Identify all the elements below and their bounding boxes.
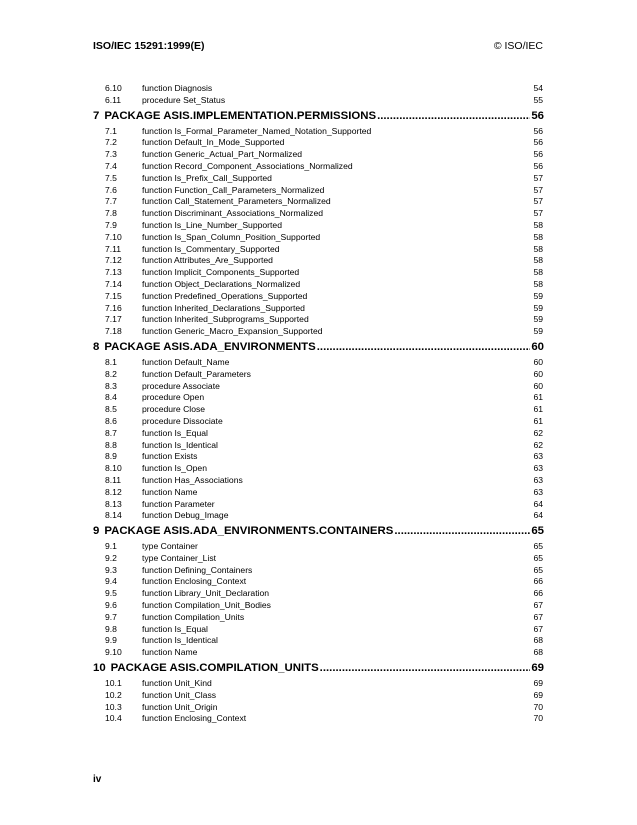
toc-entry[interactable] xyxy=(93,416,544,428)
toc-entry-number: 8.8 xyxy=(105,439,117,450)
toc-entry-title: function Has_Associations xyxy=(142,474,243,485)
toc-entry-page: 58 xyxy=(533,278,543,289)
toc-entry[interactable] xyxy=(93,463,544,475)
toc-entry-number: 7.7 xyxy=(105,196,117,207)
toc-entry-number: 9.3 xyxy=(105,564,117,575)
toc-section-title: PACKAGE ASIS.IMPLEMENTATION.PERMISSIONS xyxy=(104,109,377,122)
toc-entry[interactable] xyxy=(93,95,544,107)
toc-entry[interactable] xyxy=(93,624,544,636)
toc-entry-title: function Diagnosis xyxy=(142,83,213,93)
toc-entry-page: 56 xyxy=(533,125,543,136)
toc-entry[interactable] xyxy=(93,600,544,612)
toc-entry-page: 58 xyxy=(533,219,543,230)
toc-entry-page: 58 xyxy=(533,267,543,278)
toc-entry[interactable] xyxy=(93,83,544,95)
toc-entry-title: function Compilation_Unit_Bodies xyxy=(142,600,271,611)
toc-entry-number: 7.15 xyxy=(105,290,122,301)
header-copyright: © ISO/IEC xyxy=(493,40,543,52)
toc-entry-number: 8.6 xyxy=(105,415,117,426)
toc-entry[interactable] xyxy=(93,357,544,369)
toc-entry-page: 60 xyxy=(533,368,543,379)
toc-entry-title: procedure Open xyxy=(142,392,205,403)
toc-entry-title: function Unit_Class xyxy=(142,689,217,700)
toc-leader-dots xyxy=(320,659,531,678)
toc-entry-page: 58 xyxy=(533,243,543,254)
toc-entry-title: function Compilation_Units xyxy=(142,611,245,622)
toc-entry[interactable] xyxy=(93,553,544,565)
toc-entry[interactable] xyxy=(93,702,544,714)
toc-entry-page: 70 xyxy=(533,713,543,724)
toc-entry-title: function Inherited_Subprograms_Supported xyxy=(142,314,309,325)
toc-entry[interactable] xyxy=(93,161,544,173)
toc-entry-number: 9.2 xyxy=(105,552,117,563)
toc-entry-number: 7.1 xyxy=(105,125,117,136)
toc-entry-title: type Container_List xyxy=(142,552,217,563)
toc-entry[interactable] xyxy=(93,440,544,452)
toc-entry-number: 7.12 xyxy=(105,255,122,266)
toc-entry-title: function Library_Unit_Declaration xyxy=(142,588,270,599)
toc-entry[interactable] xyxy=(93,196,544,208)
toc-section-page: 60 xyxy=(531,340,544,353)
toc-entry-title: type Container xyxy=(142,541,198,552)
toc-entry-page: 55 xyxy=(533,94,543,105)
toc-entry-page: 67 xyxy=(533,600,543,611)
toc-entry-title: function Name xyxy=(142,486,198,497)
toc-entry-page: 60 xyxy=(533,356,543,367)
toc-entry[interactable] xyxy=(93,588,544,600)
toc-entry[interactable] xyxy=(93,303,544,315)
toc-entry-page: 64 xyxy=(533,510,543,521)
toc-entry-number: 7.14 xyxy=(105,278,122,289)
toc-entry-title: function Predefined_Operations_Supported xyxy=(142,290,308,301)
toc-entry-title: function Generic_Macro_Expansion_Supported xyxy=(142,326,323,337)
toc-entry-page: 54 xyxy=(533,83,543,93)
toc-entry-page: 57 xyxy=(533,184,543,195)
toc-entry-page: 59 xyxy=(533,302,543,313)
toc-entry-number: 10.2 xyxy=(105,689,122,700)
toc-entry-page: 69 xyxy=(533,678,543,689)
toc-entry-title: function Call_Statement_Parameters_Normalized xyxy=(142,196,331,207)
toc-entry-title: procedure Dissociate xyxy=(142,415,223,426)
toc-entry-page: 70 xyxy=(533,701,543,712)
toc-entry-number: 7.2 xyxy=(105,137,117,148)
toc-entry-title: function Debug_Image xyxy=(142,510,229,521)
toc-entry-number: 7.17 xyxy=(105,314,122,325)
toc-entry-number: 8.12 xyxy=(105,486,122,497)
toc-entry-page: 66 xyxy=(533,588,543,599)
toc-entry-page: 59 xyxy=(533,290,543,301)
toc-entry-page: 65 xyxy=(533,564,543,575)
toc-entry-number: 7.18 xyxy=(105,326,122,337)
toc-entry-page: 57 xyxy=(533,196,543,207)
toc-section-heading[interactable] xyxy=(93,659,544,678)
toc-entry-number: 8.1 xyxy=(105,356,117,367)
toc-entry-title: function Unit_Kind xyxy=(142,678,212,689)
toc-entry[interactable] xyxy=(93,244,544,256)
toc-entry[interactable] xyxy=(93,635,544,647)
toc-entry-title: procedure Associate xyxy=(142,380,220,391)
toc-entry-number: 8.3 xyxy=(105,380,117,391)
toc-entry-number: 9.9 xyxy=(105,635,117,646)
toc-entry-number: 10.1 xyxy=(105,678,122,689)
toc-entry[interactable] xyxy=(93,428,544,440)
toc-section-heading[interactable] xyxy=(93,107,544,126)
toc-entry-title: function Is_Open xyxy=(142,463,207,474)
toc-entry-number: 8.11 xyxy=(105,474,122,485)
toc-entry-page: 58 xyxy=(533,231,543,242)
toc-section-number: 7 xyxy=(93,109,100,122)
toc-entry[interactable] xyxy=(93,713,544,725)
toc-entry-title: function Is_Formal_Parameter_Named_Notation_Supported xyxy=(142,125,372,136)
toc-entry-number: 8.4 xyxy=(105,392,117,403)
toc-entry-number: 8.5 xyxy=(105,404,117,415)
toc-entry-number: 7.3 xyxy=(105,149,117,160)
toc-section-title: PACKAGE ASIS.COMPILATION_UNITS xyxy=(110,662,319,675)
toc-entry-number: 9.10 xyxy=(105,647,122,658)
toc-entry[interactable] xyxy=(93,149,544,161)
toc-entry-number: 7.9 xyxy=(105,219,117,230)
toc-entry-number: 7.13 xyxy=(105,267,122,278)
toc-entry-title: function Default_In_Mode_Supported xyxy=(142,137,285,148)
toc-entry-title: function Attributes_Are_Supported xyxy=(142,255,273,266)
toc-entry-page: 65 xyxy=(533,552,543,563)
toc-entry-title: function Parameter xyxy=(142,498,215,509)
toc-entry-page: 67 xyxy=(533,611,543,622)
toc-entry-page: 69 xyxy=(533,689,543,700)
toc-entry-number: 10.3 xyxy=(105,701,122,712)
header-standard-id: ISO/IEC 15291:1999(E) xyxy=(93,40,205,52)
table-of-contents xyxy=(93,83,544,725)
toc-section-page: 56 xyxy=(531,109,544,122)
toc-entry-page: 63 xyxy=(533,451,543,462)
toc-entry[interactable] xyxy=(93,326,544,338)
toc-entry[interactable] xyxy=(93,291,544,303)
toc-entry[interactable] xyxy=(93,510,544,522)
toc-entry-title: function Function_Call_Parameters_Normalized xyxy=(142,184,325,195)
toc-entry-page: 63 xyxy=(533,474,543,485)
toc-entry-number: 10.4 xyxy=(105,713,122,724)
toc-section-number: 10 xyxy=(93,662,106,675)
toc-entry[interactable] xyxy=(93,647,544,659)
toc-entry[interactable] xyxy=(93,612,544,624)
toc-section-number: 8 xyxy=(93,340,100,353)
toc-entry-page: 59 xyxy=(533,326,543,337)
toc-entry-title: procedure Set_Status xyxy=(142,94,226,105)
toc-entry[interactable] xyxy=(93,208,544,220)
toc-entry[interactable] xyxy=(93,279,544,291)
toc-entry-number: 6.11 xyxy=(105,94,122,105)
toc-entry-page: 57 xyxy=(533,208,543,219)
toc-section-page: 65 xyxy=(531,525,544,538)
toc-section-page: 69 xyxy=(531,662,544,675)
toc-entry-number: 8.10 xyxy=(105,463,122,474)
toc-entry-title: function Default_Name xyxy=(142,356,230,367)
toc-entry-page: 68 xyxy=(533,635,543,646)
toc-entry-title: function Default_Parameters xyxy=(142,368,251,379)
toc-entry-number: 7.10 xyxy=(105,231,122,242)
toc-entry[interactable] xyxy=(93,232,544,244)
toc-entry-title: function Is_Commentary_Supported xyxy=(142,243,280,254)
toc-entry-number: 7.8 xyxy=(105,208,117,219)
toc-entry-title: function Exists xyxy=(142,451,198,462)
toc-entry-number: 7.6 xyxy=(105,184,117,195)
toc-entry-title: function Record_Component_Associations_Normalized xyxy=(142,160,353,171)
toc-entry-title: function Is_Span_Column_Position_Supported xyxy=(142,231,321,242)
toc-section-heading[interactable] xyxy=(93,338,544,357)
toc-section-title: PACKAGE ASIS.ADA_ENVIRONMENTS.CONTAINERS xyxy=(104,525,394,538)
toc-entry-number: 7.5 xyxy=(105,172,117,183)
toc-entry-title: function Generic_Actual_Part_Normalized xyxy=(142,149,303,160)
toc-entry[interactable] xyxy=(93,451,544,463)
toc-entry-number: 9.1 xyxy=(105,541,117,552)
footer-page-number: iv xyxy=(93,774,102,785)
toc-leader-dots xyxy=(317,338,531,357)
toc-entry-page: 62 xyxy=(533,439,543,450)
toc-entry-number: 8.14 xyxy=(105,510,122,521)
toc-entry-title: function Is_Identical xyxy=(142,439,218,450)
toc-entry-number: 9.5 xyxy=(105,588,117,599)
toc-section-number: 9 xyxy=(93,525,100,538)
toc-entry-page: 61 xyxy=(533,392,543,403)
toc-entry-title: function Implicit_Components_Supported xyxy=(142,267,300,278)
toc-entry[interactable] xyxy=(93,565,544,577)
toc-entry-page: 63 xyxy=(533,486,543,497)
toc-entry-title: function Is_Prefix_Call_Supported xyxy=(142,172,272,183)
toc-entry[interactable] xyxy=(93,404,544,416)
toc-entry-title: function Enclosing_Context xyxy=(142,713,247,724)
toc-section-heading[interactable] xyxy=(93,522,544,541)
toc-entry-number: 8.13 xyxy=(105,498,122,509)
toc-entry[interactable] xyxy=(93,185,544,197)
toc-entry[interactable] xyxy=(93,126,544,138)
toc-entry-page: 68 xyxy=(533,647,543,658)
toc-entry-title: function Inherited_Declarations_Supported xyxy=(142,302,305,313)
toc-entry[interactable] xyxy=(93,220,544,232)
toc-entry-page: 60 xyxy=(533,380,543,391)
toc-entry-number: 8.7 xyxy=(105,427,117,438)
toc-entry-title: function Name xyxy=(142,647,198,658)
toc-entry-number: 9.4 xyxy=(105,576,117,587)
toc-entry[interactable] xyxy=(93,137,544,149)
toc-entry-page: 56 xyxy=(533,149,543,160)
toc-entry[interactable] xyxy=(93,369,544,381)
toc-entry-title: function Is_Identical xyxy=(142,635,218,646)
toc-entry[interactable] xyxy=(93,173,544,185)
toc-entry[interactable] xyxy=(93,255,544,267)
toc-entry-page: 56 xyxy=(533,160,543,171)
toc-entry-page: 56 xyxy=(533,137,543,148)
toc-entry[interactable] xyxy=(93,690,544,702)
toc-entry[interactable] xyxy=(93,392,544,404)
toc-entry-title: function Is_Line_Number_Supported xyxy=(142,219,282,230)
toc-entry[interactable] xyxy=(93,475,544,487)
toc-entry[interactable] xyxy=(93,314,544,326)
toc-leader-dots xyxy=(394,522,530,541)
toc-entry-page: 66 xyxy=(533,576,543,587)
toc-entry[interactable] xyxy=(93,499,544,511)
toc-entry-number: 7.16 xyxy=(105,302,122,313)
toc-entry-page: 62 xyxy=(533,427,543,438)
toc-entry-number: 8.2 xyxy=(105,368,117,379)
toc-entry[interactable] xyxy=(93,267,544,279)
toc-entry-number: 7.4 xyxy=(105,160,117,171)
toc-entry-title: function Enclosing_Context xyxy=(142,576,247,587)
toc-entry[interactable] xyxy=(93,381,544,393)
toc-entry-title: function Is_Equal xyxy=(142,623,208,634)
toc-entry-title: procedure Close xyxy=(142,404,206,415)
toc-entry-page: 61 xyxy=(533,404,543,415)
toc-entry-number: 7.11 xyxy=(105,243,122,254)
toc-section-title: PACKAGE ASIS.ADA_ENVIRONMENTS xyxy=(104,340,316,353)
toc-entry-page: 61 xyxy=(533,415,543,426)
toc-entry-page: 57 xyxy=(533,172,543,183)
toc-entry-title: function Is_Equal xyxy=(142,427,208,438)
toc-entry-page: 64 xyxy=(533,498,543,509)
toc-entry-page: 65 xyxy=(533,541,543,552)
toc-entry-number: 9.7 xyxy=(105,611,117,622)
toc-entry[interactable] xyxy=(93,576,544,588)
toc-entry-title: function Discriminant_Associations_Normalized xyxy=(142,208,324,219)
toc-entry-number: 8.9 xyxy=(105,451,117,462)
toc-entry[interactable] xyxy=(93,487,544,499)
toc-entry-number: 6.10 xyxy=(105,83,122,93)
toc-entry-page: 67 xyxy=(533,623,543,634)
toc-entry-number: 9.8 xyxy=(105,623,117,634)
toc-leader-dots xyxy=(377,107,530,126)
toc-entry[interactable] xyxy=(93,541,544,553)
toc-entry-page: 63 xyxy=(533,463,543,474)
toc-entry-page: 58 xyxy=(533,255,543,266)
toc-entry-title: function Defining_Containers xyxy=(142,564,253,575)
toc-entry-page: 59 xyxy=(533,314,543,325)
toc-entry[interactable] xyxy=(93,678,544,690)
toc-entry-title: function Object_Declarations_Normalized xyxy=(142,278,301,289)
toc-entry-number: 9.6 xyxy=(105,600,117,611)
toc-entry-title: function Unit_Origin xyxy=(142,701,218,712)
